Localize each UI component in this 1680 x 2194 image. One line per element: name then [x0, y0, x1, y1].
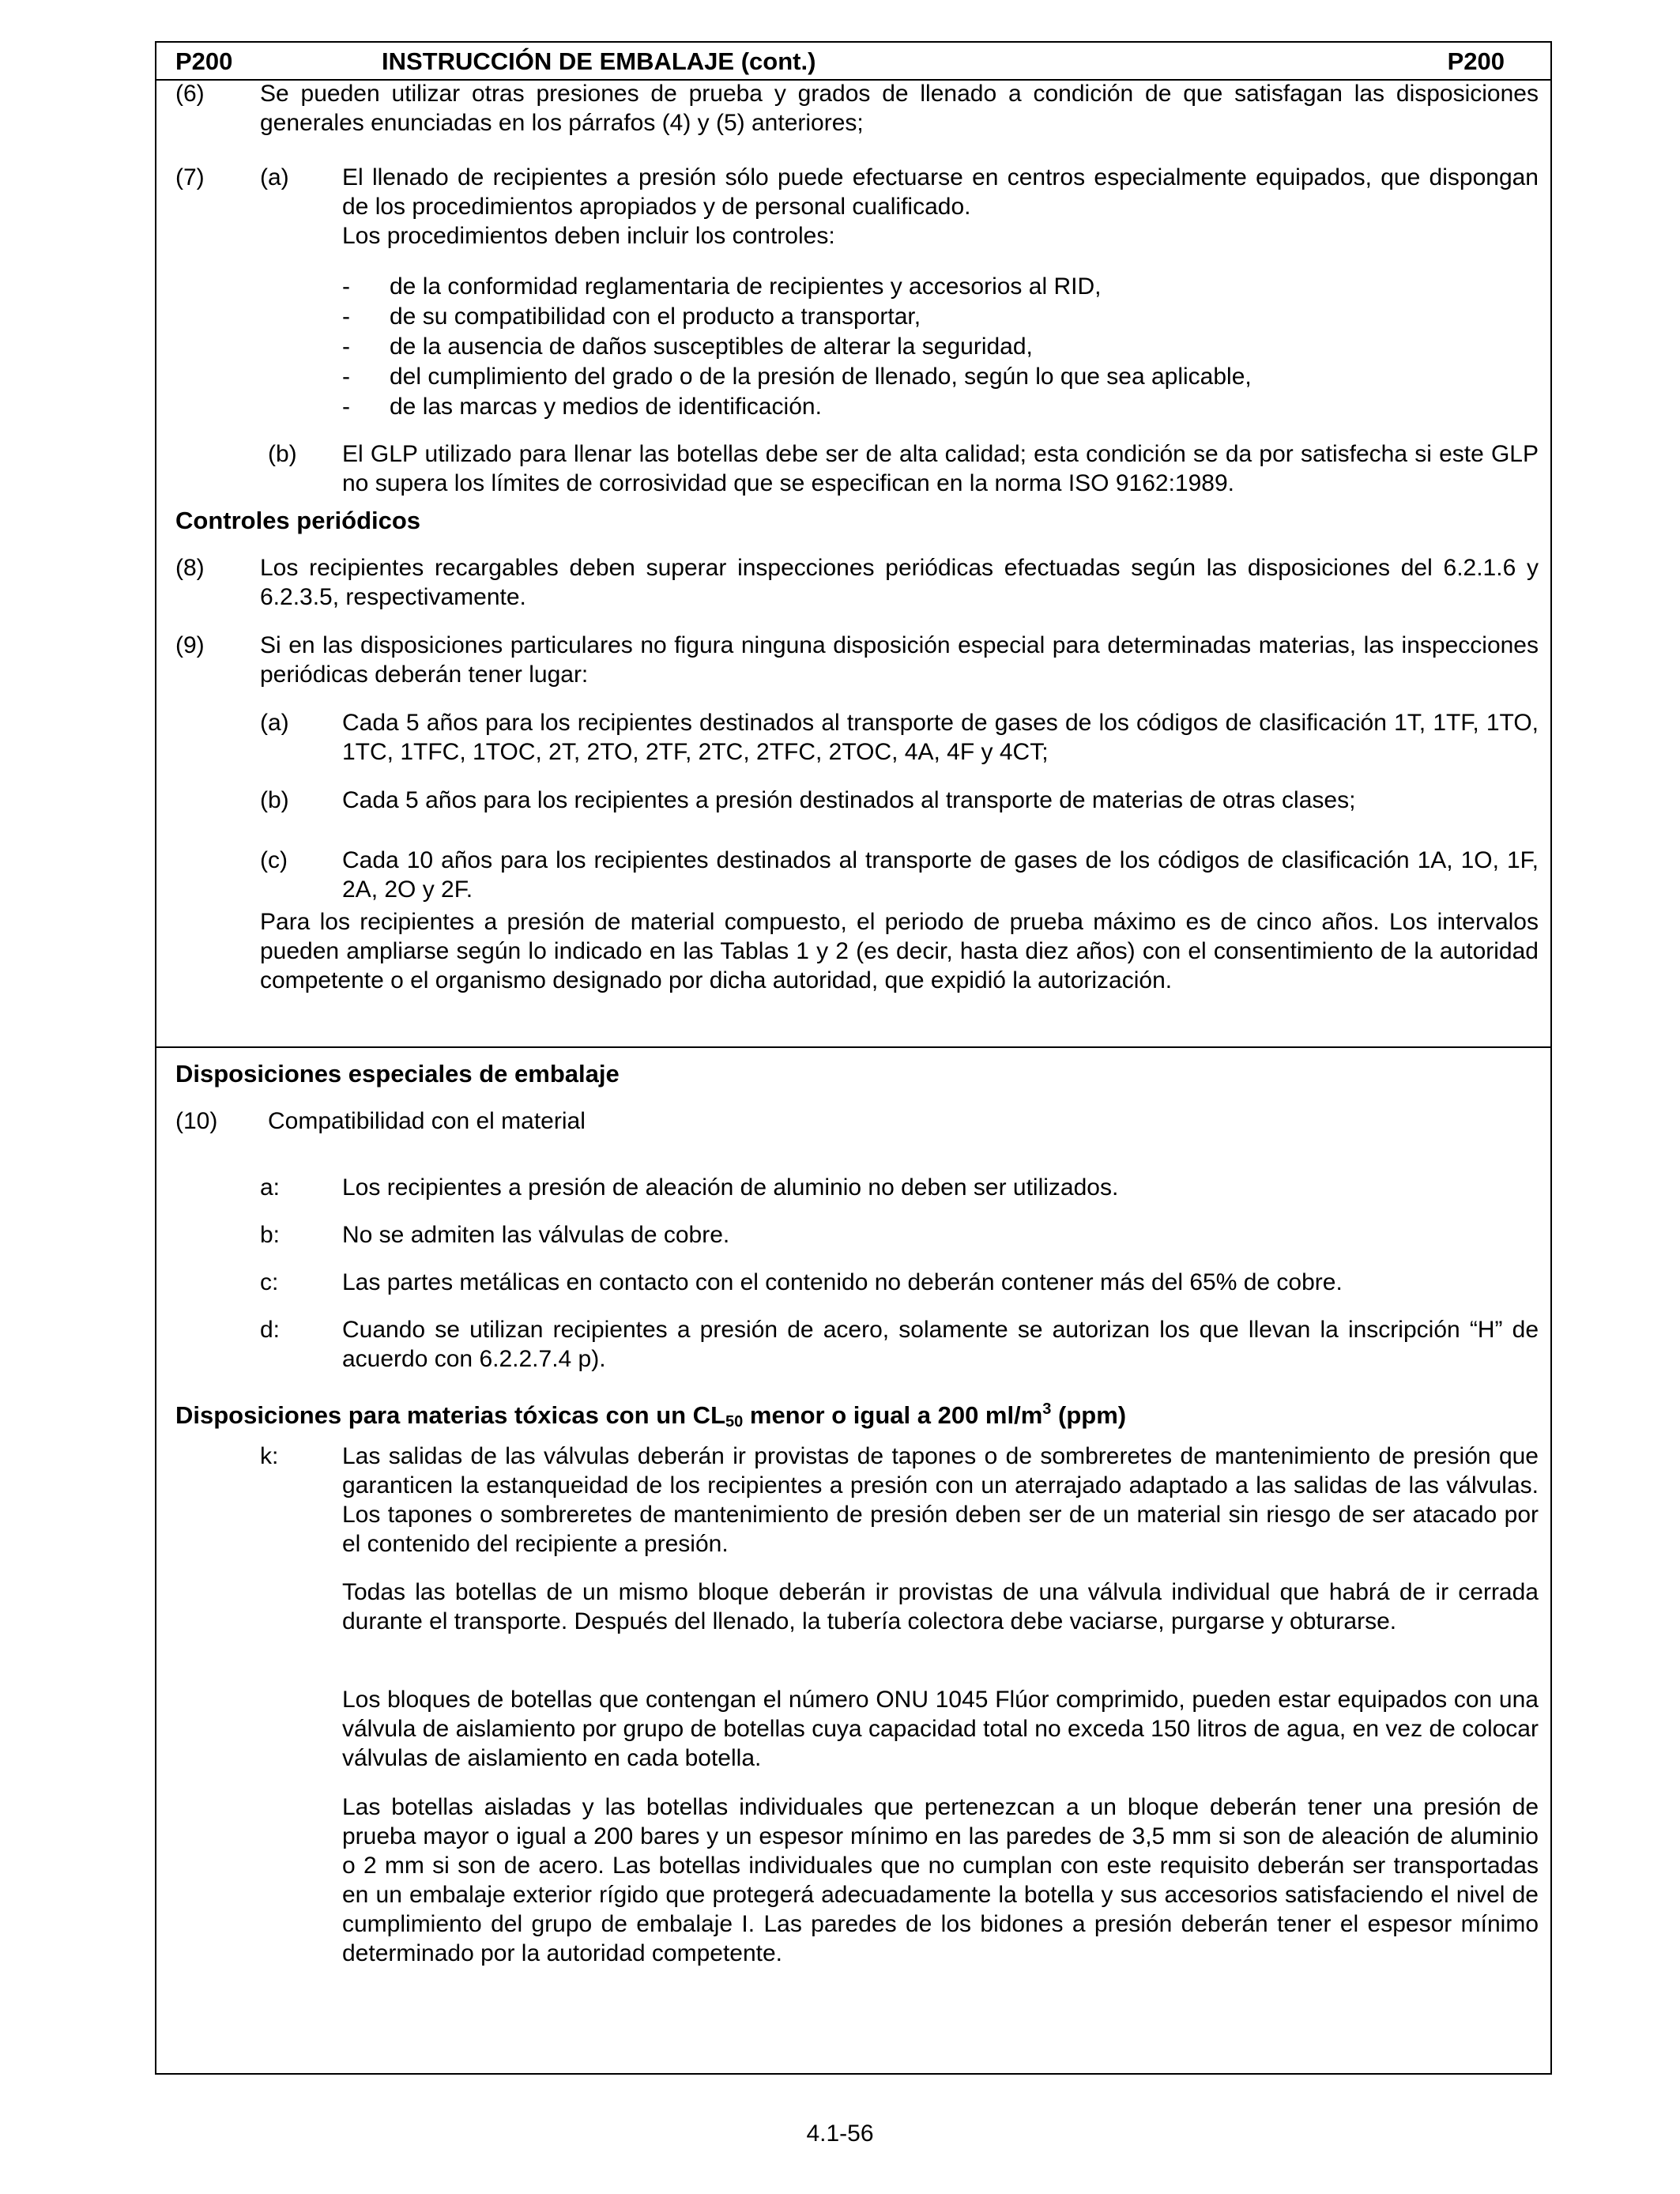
provision-d-label: d:	[260, 1317, 281, 1343]
provision-c-label: c:	[260, 1269, 279, 1295]
paragraph-9-text: Si en las disposiciones particulares no figura ninguna disposición especial para determinadas materias, las inspecciones periódicas deberán tener lugar:	[260, 632, 1539, 688]
list-dash: -	[342, 394, 350, 420]
special-provisions-heading: Disposiciones especiales de embalaje	[175, 1060, 620, 1088]
toxic-heading-subscript: 50	[725, 1413, 744, 1431]
provision-b-label: b:	[260, 1222, 281, 1248]
periodic-controls-heading: Controles periódicos	[175, 507, 421, 534]
paragraph-10-title: Compatibilidad con el material	[268, 1108, 586, 1134]
paragraph-9-closing: Para los recipientes a presión de material compuesto, el periodo de prueba máximo es de cinco años. Los intervalos pueden ampliarse según lo indicado en las Tablas 1 y 2 (es decir, hasta diez años) con el consentimiento de la autoridad competente o el organismo designado por dicha autoridad, que expidió la autorización.	[260, 909, 1539, 993]
page-number: 4.1-56	[806, 2120, 874, 2147]
paragraph-9c-text: Cada 10 años para los recipientes destinados al transporte de gases de los códigos de clasificación 1A, 1O, 1F, 2A, 2O y 2F.	[342, 847, 1539, 903]
paragraph-number-9: (9)	[175, 632, 205, 658]
list-item: del cumplimiento del grado o de la presión de llenado, según lo que sea aplicable,	[390, 364, 1252, 390]
provision-k-paragraph-4: Las botellas aisladas y las botellas individuales que pertenezcan a un bloque deberán tener una presión de prueba mayor o igual a 200 bares y un espesor mínimo en las paredes de 3,5 mm si son de aleación de aluminio o 2 mm si son de acero. Las botellas individuales que no cumplan con este requisito deberán ser transportadas en un embalaje exterior rígido que protegerá adecuadamente la botella y sus accesorios satisfaciendo el nivel de cumplimiento del grupo de embalaje I. Las paredes de los bidones a presión deberán tener el espesor mínimo determinado por la autoridad competente.	[342, 1794, 1539, 1966]
packing-instruction-box	[155, 41, 1552, 2075]
provision-k-paragraph-1: Las salidas de las válvulas deberán ir provistas de tapones o de sombreretes de mantenimiento de presión que garanticen la estanqueidad de los recipientes a presión con un aterrajado adaptado a las salidas de las válvulas. Los tapones o sombreretes de mantenimiento de presión deben ser de un material sin riesgo de ser atacado por el contenido del recipiente a presión.	[342, 1443, 1539, 1557]
paragraph-8-text: Los recipientes recargables deben superar inspecciones periódicas efectuadas según las disposiciones del 6.2.1.6 y 6.2.3.5, respectivamente.	[260, 555, 1539, 610]
header-title: INSTRUCCIÓN DE EMBALAJE (cont.)	[382, 47, 816, 75]
toxic-heading-text-end: (ppm)	[1051, 1401, 1127, 1429]
provision-k-label: k:	[260, 1443, 279, 1469]
paragraph-9a-text: Cada 5 años para los recipientes destinados al transporte de gases de los códigos de clasificación 1T, 1TF, 1TO, 1TC, 1TFC, 1TOC, 2T, 2TO, 2TF, 2TC, 2TFC, 2TOC, 4A, 4F y 4CT;	[342, 710, 1539, 765]
toxic-heading-text-mid: menor o igual a 200 ml/m	[743, 1401, 1043, 1429]
paragraph-7a-intro: Los procedimientos deben incluir los controles:	[342, 223, 835, 249]
list-dash: -	[342, 364, 350, 390]
paragraph-9b-label: (b)	[260, 787, 289, 813]
paragraph-number-8: (8)	[175, 555, 205, 581]
list-item: de la conformidad reglamentaria de recipientes y accesorios al RID,	[390, 273, 1102, 300]
header-code-right: P200	[1447, 47, 1505, 75]
list-item: de su compatibilidad con el producto a transportar,	[390, 303, 921, 330]
list-dash: -	[342, 273, 350, 300]
list-dash: -	[342, 334, 350, 360]
header-code-left: P200	[175, 47, 233, 75]
toxic-heading-superscript: 3	[1042, 1400, 1052, 1418]
provision-a-label: a:	[260, 1174, 281, 1201]
paragraph-9c-label: (c)	[260, 847, 288, 873]
toxic-heading-text: Disposiciones para materias tóxicas con un CL	[175, 1401, 726, 1429]
paragraph-6-text: Se pueden utilizar otras presiones de prueba y grados de llenado a condición de que satisfagan las disposiciones generales enunciadas en los párrafos (4) y (5) anteriores;	[260, 81, 1539, 136]
paragraph-7a-text: El llenado de recipientes a presión sólo puede efectuarse en centros especialmente equipados, que dispongan de los procedimientos apropiados y de personal cualificado.	[342, 164, 1539, 220]
provision-d-text: Cuando se utilizan recipientes a presión de acero, solamente se autorizan los que llevan la inscripción “H” de acuerdo con 6.2.2.7.4 p).	[342, 1317, 1539, 1372]
section-divider	[156, 1046, 1550, 1048]
paragraph-7a-label: (a)	[260, 164, 289, 190]
toxic-provisions-heading	[175, 1394, 1126, 1437]
list-item: de las marcas y medios de identificación.	[390, 394, 822, 420]
paragraph-number-6: (6)	[175, 81, 205, 107]
table-header	[156, 43, 1550, 81]
provision-a-text: Los recipientes a presión de aleación de aluminio no deben ser utilizados.	[342, 1174, 1119, 1201]
provision-k-paragraph-3: Los bloques de botellas que contengan el número ONU 1045 Flúor comprimido, pueden estar equipados con una válvula de aislamiento por grupo de botellas cuya capacidad total no exceda 150 litros de agua, en vez de colocar válvulas de aislamiento en cada botella.	[342, 1687, 1539, 1771]
list-item: de la ausencia de daños susceptibles de alterar la seguridad,	[390, 334, 1033, 360]
paragraph-9b-text: Cada 5 años para los recipientes a presión destinados al transporte de materias de otras clases;	[342, 787, 1356, 813]
list-dash: -	[342, 303, 350, 330]
paragraph-number-10: (10)	[175, 1108, 218, 1134]
paragraph-number-7: (7)	[175, 164, 205, 190]
paragraph-9a-label: (a)	[260, 710, 289, 736]
provision-b-text: No se admiten las válvulas de cobre.	[342, 1222, 730, 1248]
provision-c-text: Las partes metálicas en contacto con el contenido no deberán contener más del 65% de cobre.	[342, 1269, 1343, 1295]
paragraph-7b-label: (b)	[268, 441, 297, 467]
paragraph-7b-text: El GLP utilizado para llenar las botellas debe ser de alta calidad; esta condición se da por satisfecha si este GLP no supera los límites de corrosividad que se especifican en la norma ISO 9162:1989.	[342, 441, 1539, 496]
provision-k-paragraph-2: Todas las botellas de un mismo bloque deberán ir provistas de una válvula individual que habrá de ir cerrada durante el transporte. Después del llenado, la tubería colectora debe vaciarse, purgarse y obturarse.	[342, 1579, 1539, 1634]
